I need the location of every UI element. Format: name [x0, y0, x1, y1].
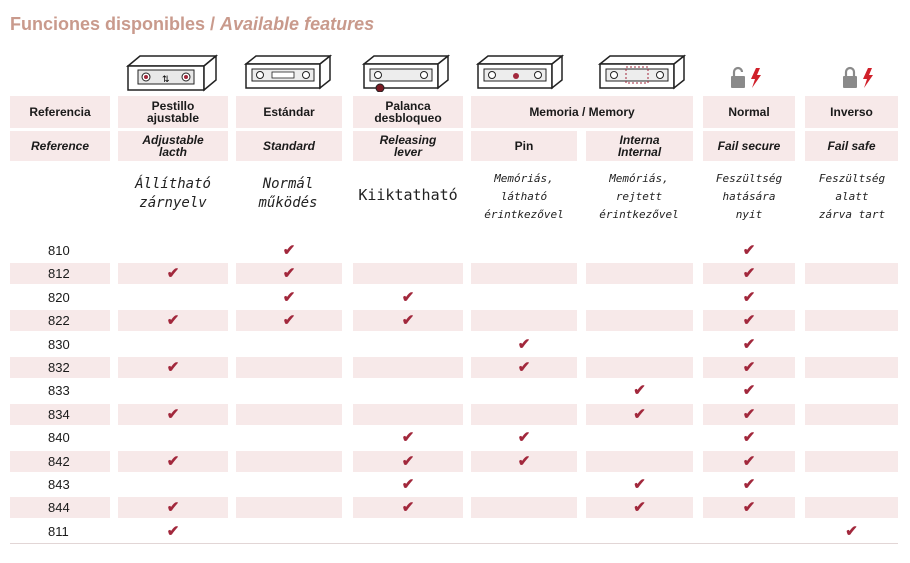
- header-normal: Normal: [703, 96, 795, 128]
- row-stripe: [805, 310, 898, 331]
- check-mark: ✔: [282, 242, 296, 259]
- svg-text:⇅: ⇅: [162, 75, 170, 85]
- check-mark: ✔: [633, 476, 646, 493]
- check-mark: ✔: [742, 289, 756, 306]
- row-reference: 812: [48, 266, 70, 281]
- check-mark: ✔: [633, 382, 646, 399]
- memory-internal-strike-icon: [596, 52, 688, 92]
- memory-pin-strike-icon: [474, 52, 566, 92]
- row-stripe: [236, 404, 342, 425]
- row-reference: 840: [48, 430, 70, 445]
- header-adjustable: Adjustable lacth: [118, 131, 228, 161]
- header-fail-safe: Fail safe: [805, 131, 898, 161]
- header-reference: Reference: [10, 131, 110, 161]
- header-releasing: Releasing lever: [353, 131, 463, 161]
- header-pin: Pin: [471, 131, 577, 161]
- row-reference: 843: [48, 477, 70, 492]
- row-stripe: [353, 404, 463, 425]
- row-stripe: [586, 357, 693, 378]
- row-stripe: [471, 310, 577, 331]
- row-reference: 820: [48, 290, 70, 305]
- check-mark: ✔: [742, 476, 756, 493]
- check-mark: ✔: [633, 406, 646, 423]
- row-stripe: [805, 404, 898, 425]
- check-mark: ✔: [517, 429, 531, 446]
- row-reference: 830: [48, 337, 70, 352]
- check-mark: ✔: [742, 499, 756, 516]
- check-mark: ✔: [401, 476, 415, 493]
- row-stripe: [353, 263, 463, 284]
- check-mark: ✔: [166, 265, 180, 282]
- hu-label-7: Feszültség alatt zárva tart: [818, 172, 886, 221]
- header-standard: Standard: [236, 131, 342, 161]
- check-mark: ✔: [742, 359, 756, 376]
- row-reference: 810: [48, 243, 70, 258]
- check-mark: ✔: [742, 453, 756, 470]
- row-reference: 834: [48, 407, 70, 422]
- row-stripe: [236, 357, 342, 378]
- hu-label-5: Memóriás, rejtett érintkezővel: [599, 172, 679, 221]
- hu-label-2: Normál működés: [258, 176, 318, 211]
- row-reference: 832: [48, 360, 70, 375]
- header-referencia: Referencia: [10, 96, 110, 128]
- row-stripe: [586, 263, 693, 284]
- row-stripe: [805, 263, 898, 284]
- row-reference: 844: [48, 500, 70, 515]
- row-stripe: [353, 357, 463, 378]
- row-stripe: [805, 497, 898, 518]
- check-mark: ✔: [742, 382, 756, 399]
- header-estandar: Estándar: [236, 96, 342, 128]
- title-english: Available features: [220, 14, 375, 34]
- check-mark: ✔: [282, 265, 296, 282]
- check-mark: ✔: [742, 429, 756, 446]
- header-fail-secure: Fail secure: [703, 131, 795, 161]
- table-bottom-divider: [10, 543, 898, 544]
- hu-label-3: Kiiktatható: [358, 186, 458, 204]
- title-spanish: Funciones disponibles /: [10, 14, 221, 34]
- release-lever-strike-icon: [360, 52, 452, 92]
- header-palanca: Palanca desbloqueo: [353, 96, 463, 128]
- check-mark: ✔: [633, 499, 646, 516]
- hu-label-4: Memóriás, látható érintkezővel: [484, 172, 564, 221]
- row-reference: 842: [48, 454, 70, 469]
- row-reference: 833: [48, 383, 70, 398]
- hu-label-1: Állítható zárnyelv: [135, 176, 211, 211]
- check-mark: ✔: [166, 406, 180, 423]
- check-mark: ✔: [517, 336, 531, 353]
- row-stripe: [586, 310, 693, 331]
- header-pestillo: Pestillo ajustable: [118, 96, 228, 128]
- fail-secure-lock-icon: [728, 66, 768, 90]
- row-stripe: [805, 451, 898, 472]
- check-mark: ✔: [282, 289, 296, 306]
- check-mark: ✔: [166, 312, 180, 329]
- row-stripe: [471, 404, 577, 425]
- check-mark: ✔: [401, 429, 415, 446]
- row-stripe: [586, 451, 693, 472]
- header-memoria: Memoria / Memory: [471, 96, 693, 128]
- check-mark: ✔: [166, 523, 180, 540]
- check-mark: ✔: [517, 359, 531, 376]
- check-mark: ✔: [401, 312, 415, 329]
- check-mark: ✔: [742, 336, 756, 353]
- check-mark: ✔: [742, 242, 756, 259]
- header-inverso: Inverso: [805, 96, 898, 128]
- row-stripe: [805, 357, 898, 378]
- check-mark: ✔: [401, 289, 415, 306]
- check-mark: ✔: [742, 312, 756, 329]
- check-mark: ✔: [742, 406, 756, 423]
- page-title: [10, 14, 374, 35]
- check-mark: ✔: [166, 499, 180, 516]
- header-interna: Interna Internal: [586, 131, 693, 161]
- hu-label-6: Feszültség hatására nyit: [715, 172, 783, 221]
- check-mark: ✔: [742, 265, 756, 282]
- row-stripe: [471, 497, 577, 518]
- row-stripe: [236, 497, 342, 518]
- check-mark: ✔: [401, 453, 415, 470]
- check-mark: ✔: [845, 523, 858, 540]
- row-stripe: [236, 451, 342, 472]
- check-mark: ✔: [166, 359, 180, 376]
- check-mark: ✔: [517, 453, 531, 470]
- fail-safe-lock-icon: [840, 66, 880, 90]
- row-reference: 811: [48, 524, 69, 539]
- standard-strike-icon: [242, 52, 334, 92]
- check-mark: ✔: [282, 312, 296, 329]
- row-stripe: [471, 263, 577, 284]
- check-mark: ✔: [401, 499, 415, 516]
- row-reference: 822: [48, 313, 70, 328]
- adjustable-latch-strike-icon: [124, 52, 220, 92]
- check-mark: ✔: [166, 453, 180, 470]
